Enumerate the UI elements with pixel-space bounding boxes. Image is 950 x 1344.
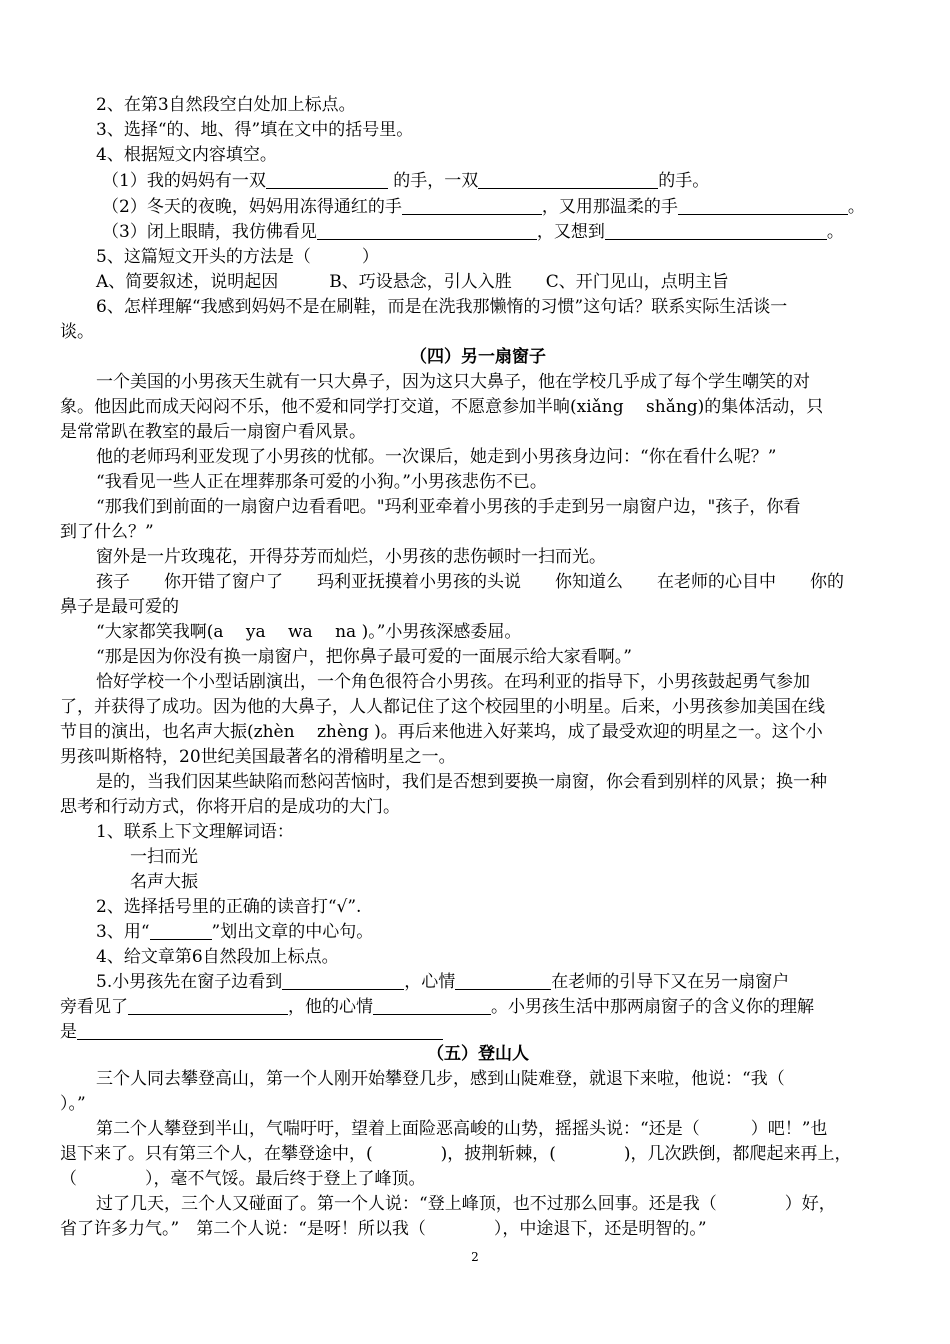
blank[interactable]	[150, 922, 212, 940]
blank[interactable]	[478, 171, 658, 189]
paragraph-line: 第二个人攀登到半山，气喘吁吁，望着上面险恶高峻的山势，摇摇头说：“还是（ ）吧！”也	[96, 1119, 828, 1139]
paragraph-line: 退下来了。只有第三个人，在攀登途中，( )，披荆斩棘，( )，几次跌倒，都爬起来再上，	[60, 1144, 852, 1164]
vocab-word: 一扫而光	[130, 847, 198, 867]
blank[interactable]	[678, 197, 848, 215]
fill-blank-line	[60, 995, 896, 1020]
text: ，又想到	[536, 222, 605, 242]
text: 在老师的引导下又在另一扇窗户	[551, 972, 790, 992]
paragraph-line: “大家都笑我啊(a ya wa na )。”小男孩深感委屈。	[96, 622, 522, 642]
paragraph-line: 孩子 你开错了窗户了 玛利亚抚摸着小男孩的头说 你知道么 在老师的心目中 你的	[96, 572, 844, 592]
text: （3）闭上眼睛，我仿佛看见	[102, 222, 317, 242]
question-line: 5、这篇短文开头的方法是（ ）	[96, 247, 379, 267]
paragraph-line: ）。”	[60, 1094, 86, 1114]
paragraph-line: 思考和行动方式，你将开启的是成功的大门。	[60, 797, 400, 817]
blank[interactable]	[282, 972, 404, 990]
text: ”划出文章的中心句。	[211, 922, 374, 942]
question-line: 4、给文章第6自然段加上标点。	[96, 947, 339, 967]
text: ，他的心情	[288, 997, 373, 1017]
blank[interactable]	[317, 222, 537, 240]
text: 旁看见了	[60, 997, 128, 1017]
question-line: 2、在第3自然段空白处加上标点。	[96, 95, 356, 115]
paragraph-line: 是常常趴在教室的最后一扇窗户看风景。	[60, 422, 366, 442]
section-title: （五）登山人	[427, 1044, 529, 1064]
paragraph-line: 鼻子是最可爱的	[60, 597, 179, 617]
fill-blank-line	[60, 970, 932, 995]
blank[interactable]	[77, 1022, 443, 1040]
question-line: 6、怎样理解“我感到妈妈不是在刷鞋，而是在洗我那懒惰的习惯”这句话？联系实际生活谈一	[96, 297, 788, 317]
blank[interactable]	[605, 222, 827, 240]
question-line: 4、根据短文内容填空。	[96, 145, 277, 165]
section-title: （四）另一扇窗子	[410, 347, 546, 367]
question-line: 谈。	[60, 322, 94, 342]
paragraph-line: 了，并获得了成功。因为他的大鼻子，人人都记住了这个校园里的小明星。后来，小男孩参加美国在线	[60, 697, 825, 717]
paragraph-line: 节目的演出，也名声大振(zhèn zhèng )。再后来他进入好莱坞，成了最受欢迎的明星之一。这个小	[60, 722, 823, 742]
question-line: 2、选择括号里的正确的读音打“√”.	[96, 897, 362, 917]
blank[interactable]	[455, 972, 551, 990]
paragraph-line: “那是因为你没有换一扇窗户，把你鼻子最可爱的一面展示给大家看啊。”	[96, 647, 632, 667]
paragraph-line: 三个人同去攀登高山，第一个人刚开始攀登几步，感到山陡难登，就退下来啦，他说：“我（	[96, 1069, 785, 1089]
text: 。	[826, 222, 844, 242]
text: （1）我的妈妈有一双	[102, 171, 266, 191]
text: 的手，一双	[387, 171, 479, 191]
page-number: 2	[471, 1250, 479, 1264]
paragraph-line: “那我们到前面的一扇窗户边看看吧。"玛利亚牵着小男孩的手走到另一扇窗户边，"孩子，你看	[96, 497, 801, 517]
question-line: 1、联系上下文理解词语：	[96, 822, 294, 842]
text: （2）冬天的夜晚，妈妈用冻得通红的手	[102, 197, 402, 217]
paragraph-line: 恰好学校一个小型话剧演出，一个角色很符合小男孩。在玛利亚的指导下，小男孩鼓起勇气参加	[96, 672, 810, 692]
fill-blank-line	[60, 195, 938, 220]
text: 5.小男孩先在窗子边看到	[96, 972, 283, 992]
paragraph-line: 过了几天，三个人又碰面了。第一个人说：“登上峰顶，也不过那么回事。还是我（ ）好，	[96, 1194, 836, 1214]
paragraph-line: 象。他因此而成天闷闷不乐，他不爱和同学打交道，不愿意参加半晌(xiǎng shǎng)的集体活动，只	[60, 397, 824, 417]
vocab-word: 名声大振	[130, 872, 198, 892]
paragraph-line: 男孩叫斯格特，20世纪美国最著名的滑稽明星之一。	[60, 747, 456, 767]
paragraph-line: 一个美国的小男孩天生就有一只大鼻子，因为这只大鼻子，他在学校几乎成了每个学生嘲笑的对	[96, 372, 810, 392]
blank[interactable]	[266, 171, 388, 189]
paragraph-line: 是的，当我们因某些缺陷而愁闷苦恼时，我们是否想到要换一扇窗，你会看到别样的风景；换一种	[96, 772, 827, 792]
fill-blank-line	[60, 169, 938, 194]
question-line	[60, 920, 932, 945]
blank[interactable]	[128, 997, 288, 1015]
text: ，又用那温柔的手	[541, 197, 678, 217]
blank[interactable]	[402, 197, 542, 215]
paragraph-line: 省了许多力气。” 第二个人说：“是呀！所以我（ ），中途退下，还是明智的。”	[60, 1219, 707, 1239]
text: 。小男孩生活中那两扇窗子的含义你的理解	[491, 997, 814, 1017]
text: 的手。	[658, 171, 710, 191]
text: 3、用“	[96, 922, 150, 942]
fill-blank-line	[60, 220, 938, 245]
paragraph-line: 窗外是一片玫瑰花，开得芬芳而灿烂，小男孩的悲伤顿时一扫而光。	[96, 547, 606, 567]
paragraph-line: 到了什么？”	[60, 522, 154, 542]
paragraph-line: “我看见一些人正在埋葬那条可爱的小狗。”小男孩悲伤不已。	[96, 472, 547, 492]
text: 是	[60, 1022, 77, 1042]
paragraph-line: 他的老师玛利亚发现了小男孩的忧郁。一次课后，她走到小男孩身边问：“你在看什么呢？”	[96, 447, 777, 467]
question-line: 3、选择“的、地、得”填在文中的括号里。	[96, 120, 414, 140]
options-line: A、简要叙述，说明起因 B、巧设悬念，引人入胜 C、开门见山，点明主旨	[96, 272, 729, 292]
text: ，心情	[404, 972, 456, 992]
blank[interactable]	[373, 997, 491, 1015]
paragraph-line: （ ），毫不气馁。最后终于登上了峰顶。	[60, 1169, 426, 1189]
text: 。	[847, 197, 865, 217]
